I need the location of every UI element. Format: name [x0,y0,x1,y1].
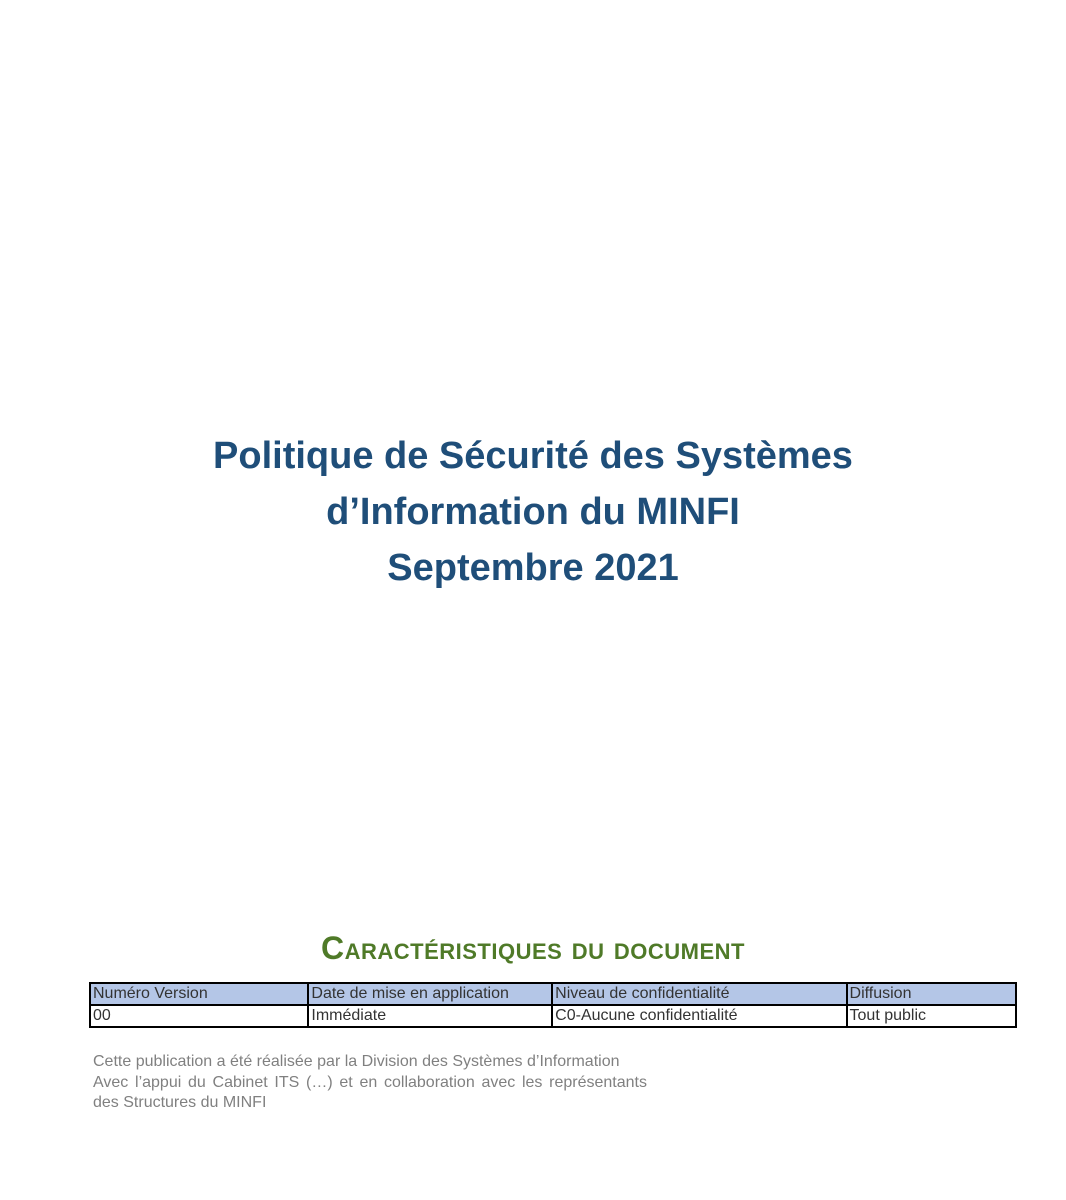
header-diffusion: Diffusion [847,983,1016,1005]
credits-line: Cette publication a été réalisée par la Division des Systèmes d’Information [93,1053,620,1070]
title-line: d’Information du MINFI [326,491,740,533]
document-title [0,428,1066,596]
characteristics-table [89,982,1017,1028]
table-header-row [90,983,1016,1005]
table-row [90,1005,1016,1027]
credits-line: Avec l’appui du Cabinet ITS (…) et en collaboration avec les représentants des Structures du MINFI [93,1073,647,1111]
header-confidentiality: Niveau de confidentialité [552,983,846,1005]
credits-note [93,1052,647,1114]
cell-version: 00 [90,1005,308,1027]
title-date: Septembre 2021 [387,547,679,589]
header-date: Date de mise en application [308,983,552,1005]
cell-diffusion: Tout public [847,1005,1016,1027]
characteristics-heading: Caractéristiques du document [320,930,745,966]
cell-date: Immédiate [308,1005,552,1027]
cell-confidentiality: C0-Aucune confidentialité [552,1005,846,1027]
title-line: Politique de Sécurité des Systèmes [213,435,853,477]
header-version: Numéro Version [90,983,308,1005]
